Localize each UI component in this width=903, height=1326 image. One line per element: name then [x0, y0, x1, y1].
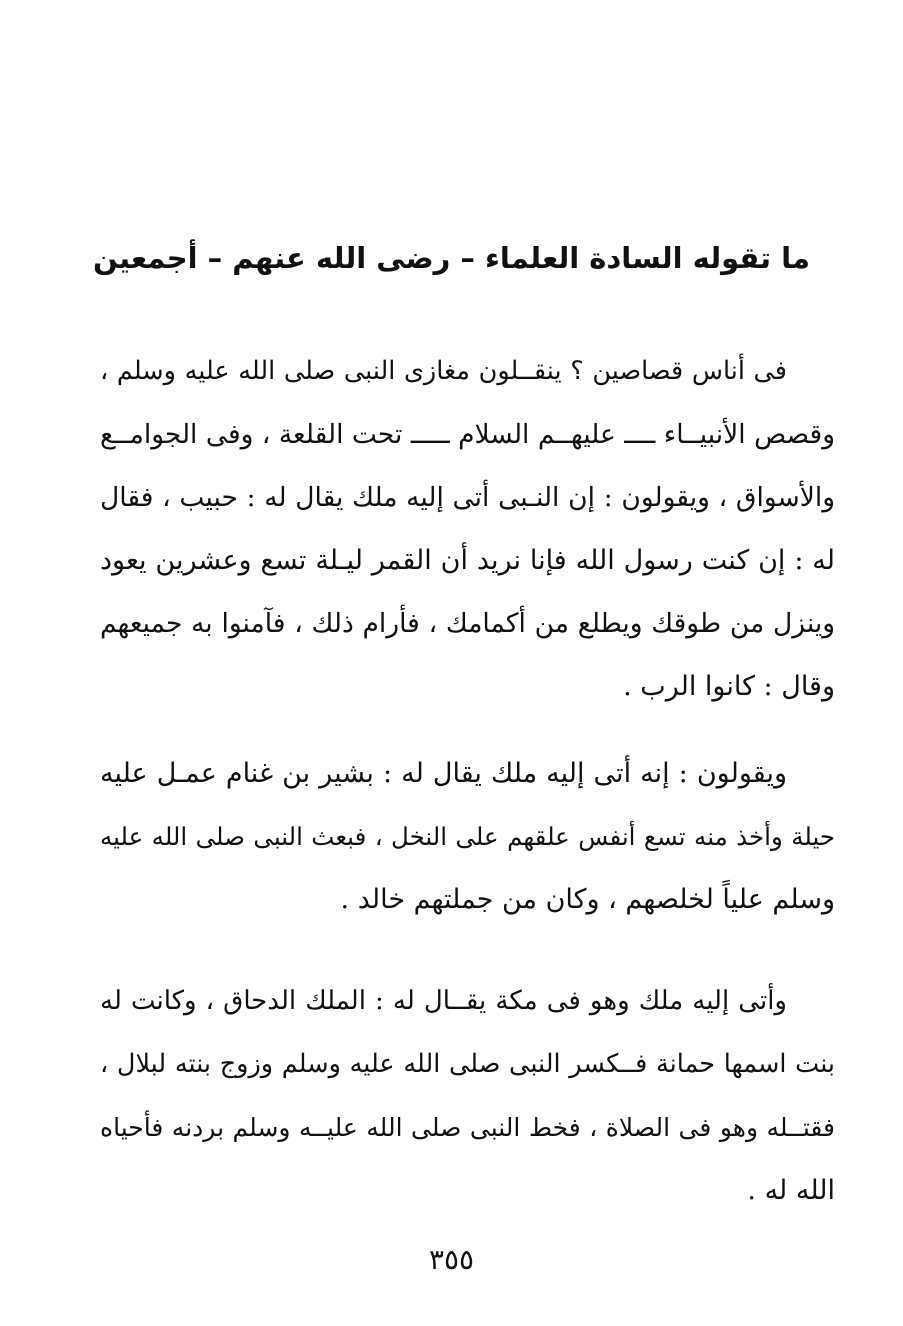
page-number: ٣٥٥ — [428, 1243, 475, 1276]
paragraph-line: ويقولون : إنه أتى إليه ملك يقال له : بشير بن غنام عمـل عليه — [100, 758, 787, 789]
paragraph-1 — [100, 340, 835, 718]
paragraph-line: حيلة وأخذ منه تسع أنفس علقهم على النخل ، فبعث النبى صلى الله عليه — [100, 822, 835, 851]
paragraph-line: الله له . — [747, 1175, 835, 1206]
paragraph-line: وأتى إليه ملك وهو فى مكة يقــال له : الملك الدحاق ، وكانت له — [100, 986, 787, 1016]
paragraph-line: فقتــله وهو فى الصلاة ، فخط النبى صلى الله عليــه وسلم بردنه فأحياه — [100, 1113, 835, 1142]
paragraph-2 — [100, 742, 835, 931]
paragraph-line: وينزل من طوقك ويطلع من أكمامك ، فأرام ذلك ، فآمنوا به جميعهم — [100, 608, 835, 639]
paragraph-line: وقصص الأنبيــاء ــــ عليهــم السلام ـــــ تحت القلعة ، وفى الجوامــع — [100, 419, 835, 450]
paragraph-line: والأسواق ، ويقولون : إن النـبى أتى إليه ملك يقال له : حبيب ، فقال — [100, 482, 835, 513]
paragraph-line: بنت اسمها حمانة فــكسر النبى صلى الله عليه وسلم وزوج بنته لبلال ، — [100, 1049, 835, 1079]
paragraph-3 — [100, 970, 835, 1222]
paragraph-line: وسلم علياً لخلصهم ، وكان من جملتهم خالد . — [340, 884, 835, 915]
chapter-heading: ما تقوله السادة العلماء – رضى الله عنهم – أجمعين — [93, 241, 810, 275]
paragraph-line: وقال : كانوا الرب . — [623, 671, 835, 702]
paragraph-line: فى أناس قصاصين ؟ ينقــلون مغازى النبى صلى الله عليه وسلم ، — [100, 356, 787, 386]
paragraph-line: له : إن كنت رسول الله فإنا نريد أن القمر ليـلة تسع وعشرين يعود — [100, 545, 835, 576]
